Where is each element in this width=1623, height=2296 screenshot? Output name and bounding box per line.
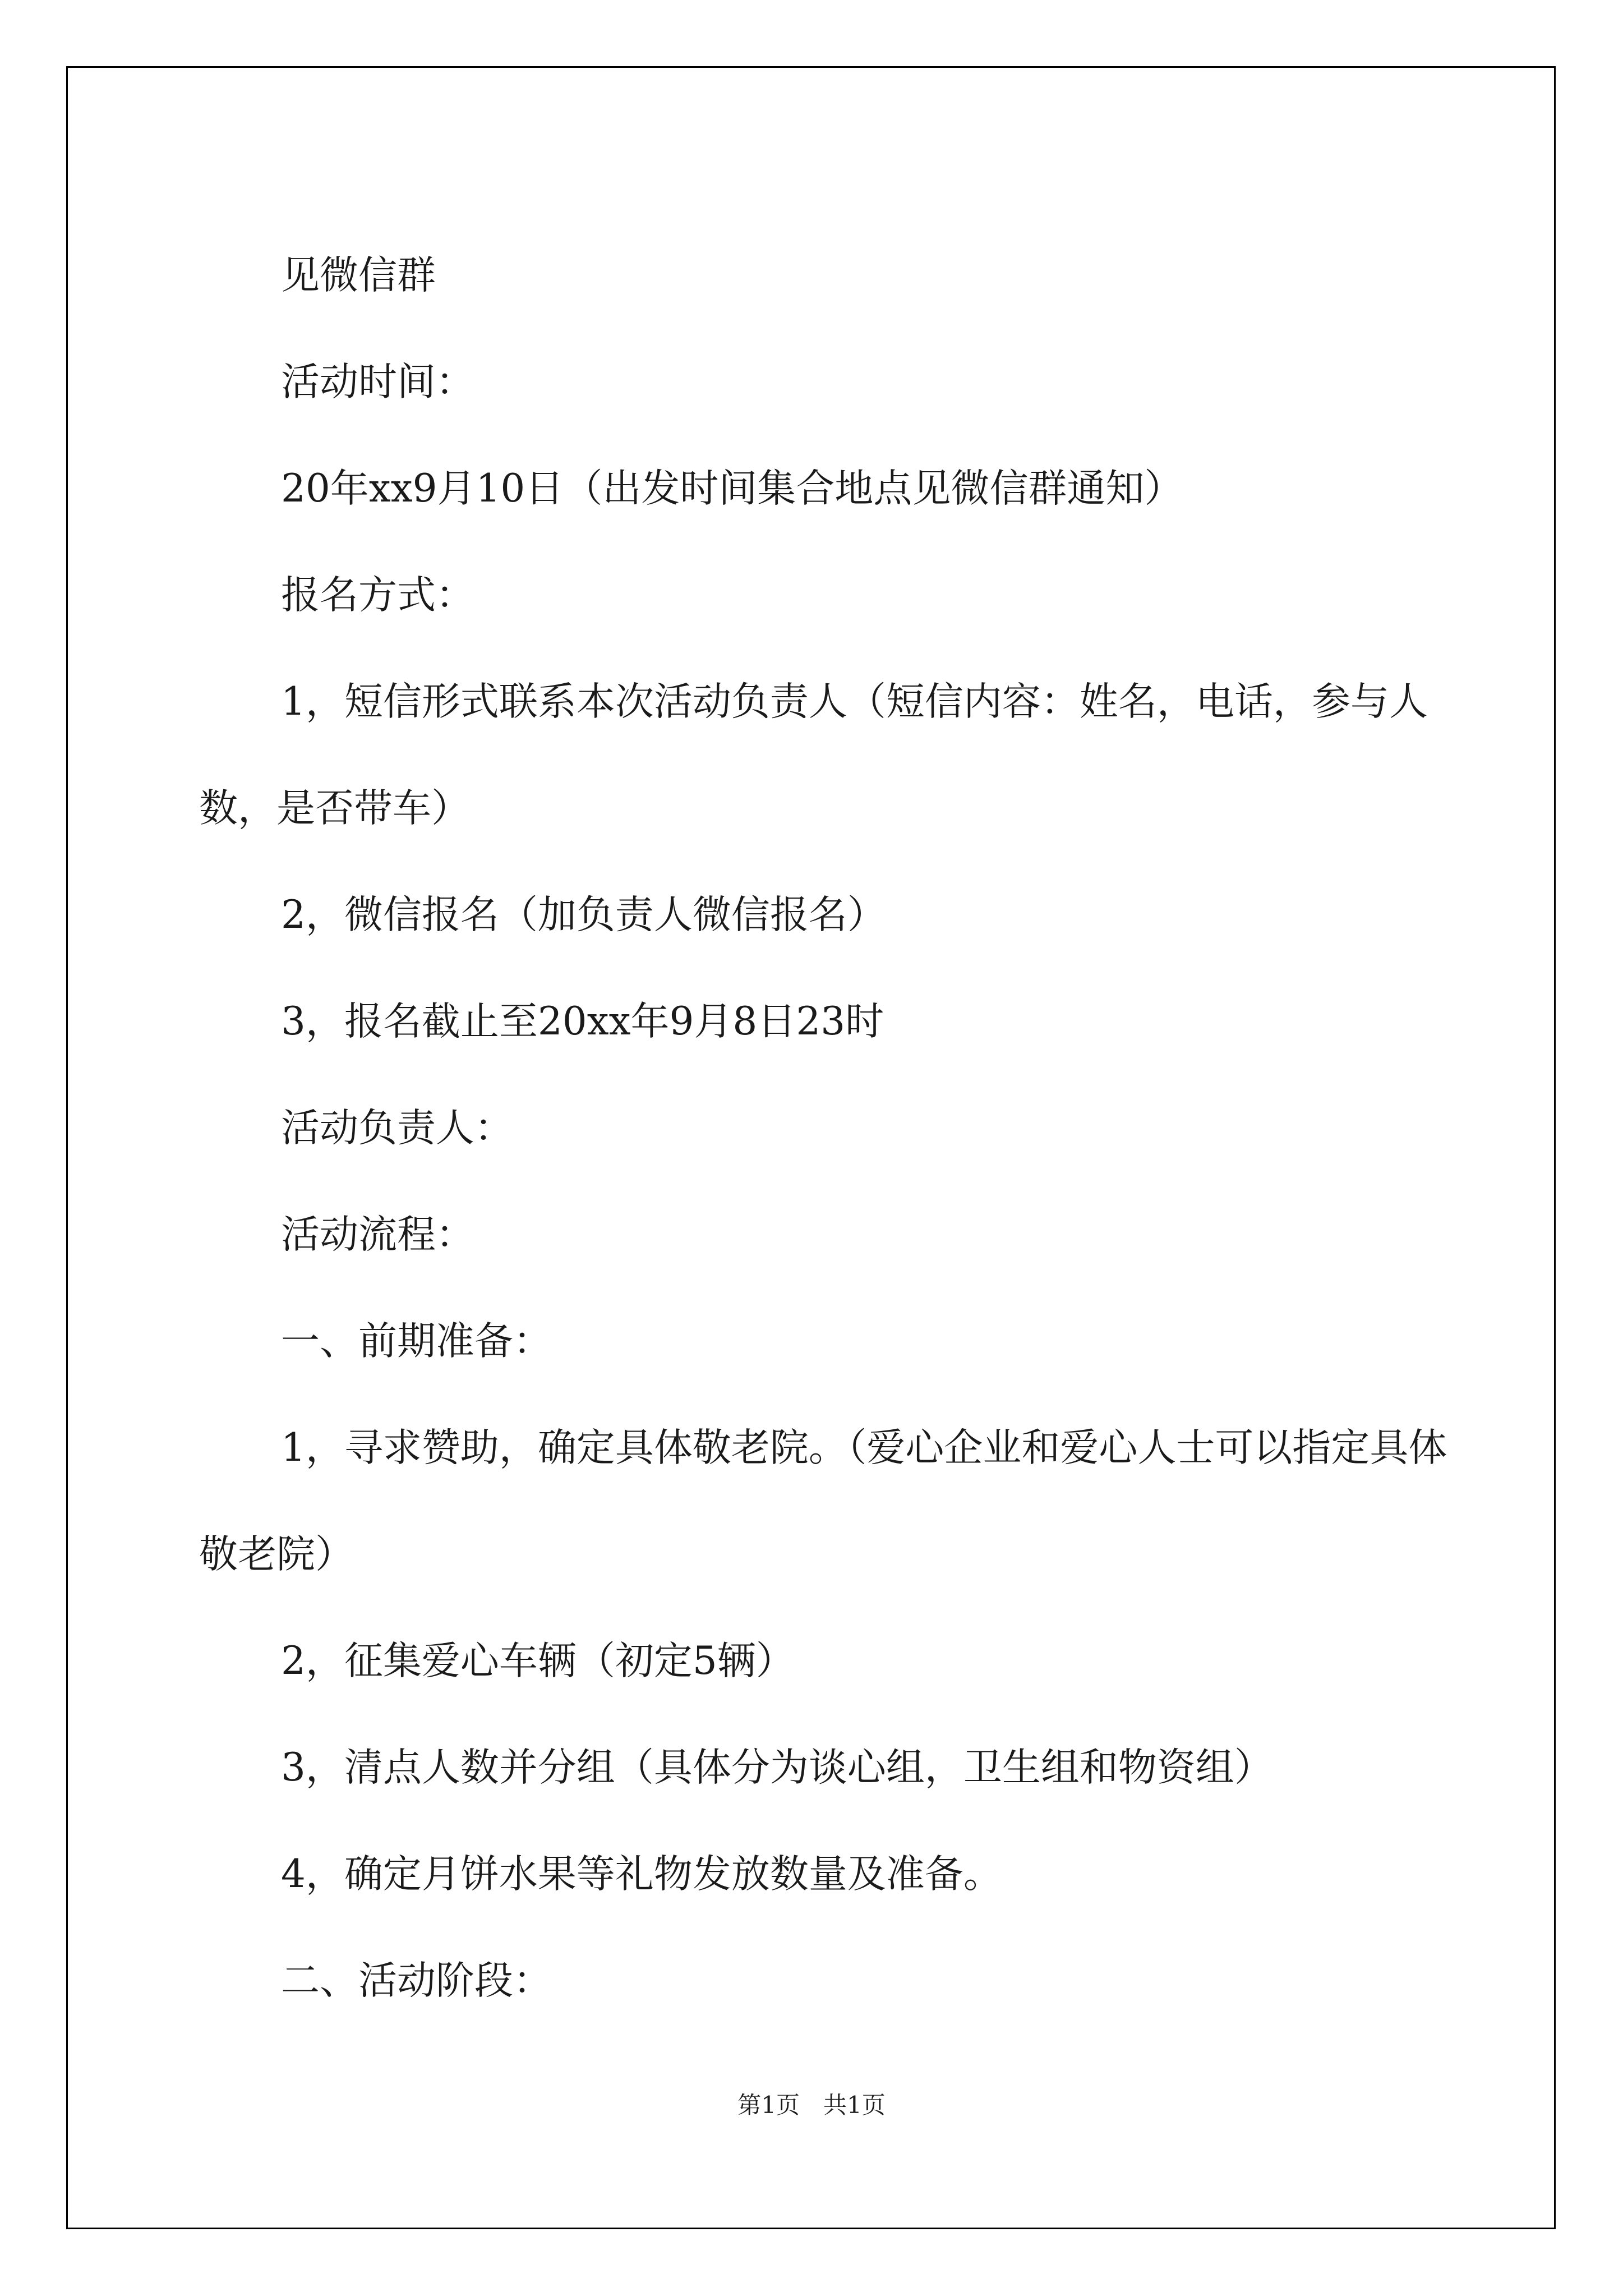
paragraph-prep-grouping: 3，清点人数并分组（具体分为谈心组，卫生组和物资组）	[281, 1745, 1273, 1790]
paragraph-activity-date: 20年xx9月10日（出发时间集合地点见微信群通知）	[281, 466, 1183, 511]
paragraph-prep-vehicles: 2，征集爱心车辆（初定5辆）	[281, 1639, 795, 1683]
paragraph-signup-deadline: 3，报名截止至20xx年9月8日23时	[281, 999, 884, 1044]
paragraph-wechat-group: 见微信群	[281, 253, 436, 298]
paragraph-prep-gifts: 4，确定月饼水果等礼物发放数量及准备。	[281, 1852, 1002, 1897]
page-footer: 第1页 共1页	[737, 2091, 886, 2119]
document-body	[199, 222, 1455, 2034]
paragraph-process-heading: 活动流程：	[281, 1212, 474, 1257]
paragraph-responsible-person: 活动负责人：	[281, 1106, 513, 1151]
paragraph-signup-method-heading: 报名方式：	[281, 573, 474, 618]
paragraph-activity-time-heading: 活动时间：	[281, 360, 474, 404]
paragraph-prep-sponsorship: 1，寻求赞助，确定具体敬老院。（爱心企业和爱心人士可以指定具体敬老院）	[199, 1425, 1447, 1577]
paragraph-activity-stage-heading: 二、活动阶段：	[281, 1958, 552, 2003]
paragraph-signup-wechat: 2，微信报名（加负责人微信报名）	[281, 892, 886, 937]
paragraph-signup-sms: 1，短信形式联系本次活动负责人（短信内容：姓名，电话，参与人数，是否带车）	[199, 679, 1428, 831]
paragraph-preparation-heading: 一、前期准备：	[281, 1319, 552, 1364]
